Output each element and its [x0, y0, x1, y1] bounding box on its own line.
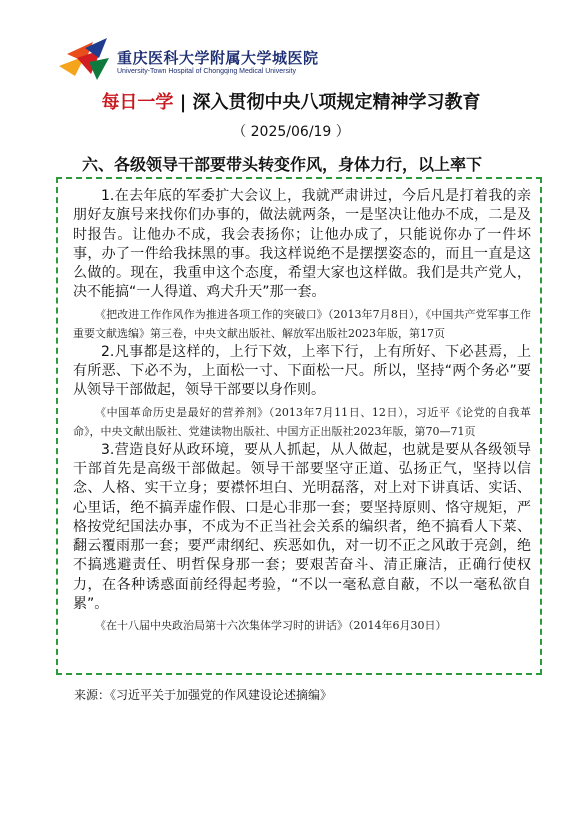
source-text: 《习近平关于加强党的作风建设论述摘编》 — [110, 688, 333, 702]
quote-citation-1: 《把改进工作作风作为推进各项工作的突破口》（2013年7月8日），《中国共产党军事工作重要文献选编》第三卷，中央文献出版社、解放军出版社2023年版，第17页 — [73, 307, 531, 340]
title-separator: | — [173, 92, 193, 113]
hospital-name-en: University-Town Hospital of Chongqing Medical University — [117, 68, 296, 75]
section-heading: 六、各级领导干部要带头转变作风，身体力行，以上率下 — [82, 155, 483, 174]
content-body — [73, 187, 531, 635]
quote-paragraph-1: 1.在去年底的军委扩大会议上，我就严肃讲过，今后凡是打着我的亲朋好友旗号来找你们办事的，做法就两条，一是坚决让他办不成，二是及时报告。让他办不成，我会表扬你；让他办成了，只能说你办了一件坏事，办了一件给我抹黑的事。我这样说绝不是摆摆姿态的，而且一直是这么做的。现在，我重申这个态度，希望大家也这样做。我们是共产党人，决不能搞“一人得道、鸡犬升天”那一套。 — [73, 188, 531, 301]
quote-paragraph-3: 3.营造良好从政环境，要从人抓起，从人做起，也就是要从各级领导干部首先是高级干部做起。领导干部要坚守正道、弘扬正气，坚持以信念、人格、实干立身；要襟怀坦白、光明磊落，对上对下讲真话、实话、心里话，绝不搞弄虚作假、口是心非那一套；要坚持原则、恪守规矩，严格按党纪国法办事，不成为不正当社会关系的编织者，绝不搞看人下菜、翻云覆雨那一套；要严肃纲纪、疾恶如仇，对一切不正之风敢于亮剑，绝不搞逃避责任、明哲保身那一套；要艰苦奋斗、清正廉洁，正确行使权力，在各种诱惑面前经得起考验，“不以一毫私意自蔽，不以一毫私欲自累”。 — [73, 441, 531, 613]
hospital-logo-icon — [55, 36, 111, 82]
hospital-name-cn: 重庆医科大学附属大学城医院 — [117, 49, 319, 67]
hospital-header — [55, 36, 355, 82]
quote-paragraph-2: 2.凡事都是这样的，上行下效，上率下行，上有所好、下必甚焉，上有所恶、下必不为，上面松一寸、下面松一尺。所以，坚持“两个务必”要从领导干部做起，领导干部要以身作则。 — [73, 343, 531, 399]
publish-date: （ 2025/06/19 ） — [232, 124, 350, 140]
title-prefix: 每日一学 — [101, 92, 174, 113]
quote-citation-2: 《中国革命历史是最好的营养剂》（2013年7月11日、12日），习近平《论党的自我革命》，中央文献出版社、党建读物出版社、中国方正出版社2023年版，第70—71页 — [73, 405, 531, 438]
source-line — [74, 686, 332, 703]
title-main: 深入贯彻中央八项规定精神学习教育 — [192, 92, 481, 113]
quote-citation-3: 《在十八届中央政治局第十六次集体学习时的讲话》（2014年6月30日） — [95, 619, 447, 633]
source-label: 来源： — [74, 688, 111, 702]
page-title — [0, 88, 582, 114]
